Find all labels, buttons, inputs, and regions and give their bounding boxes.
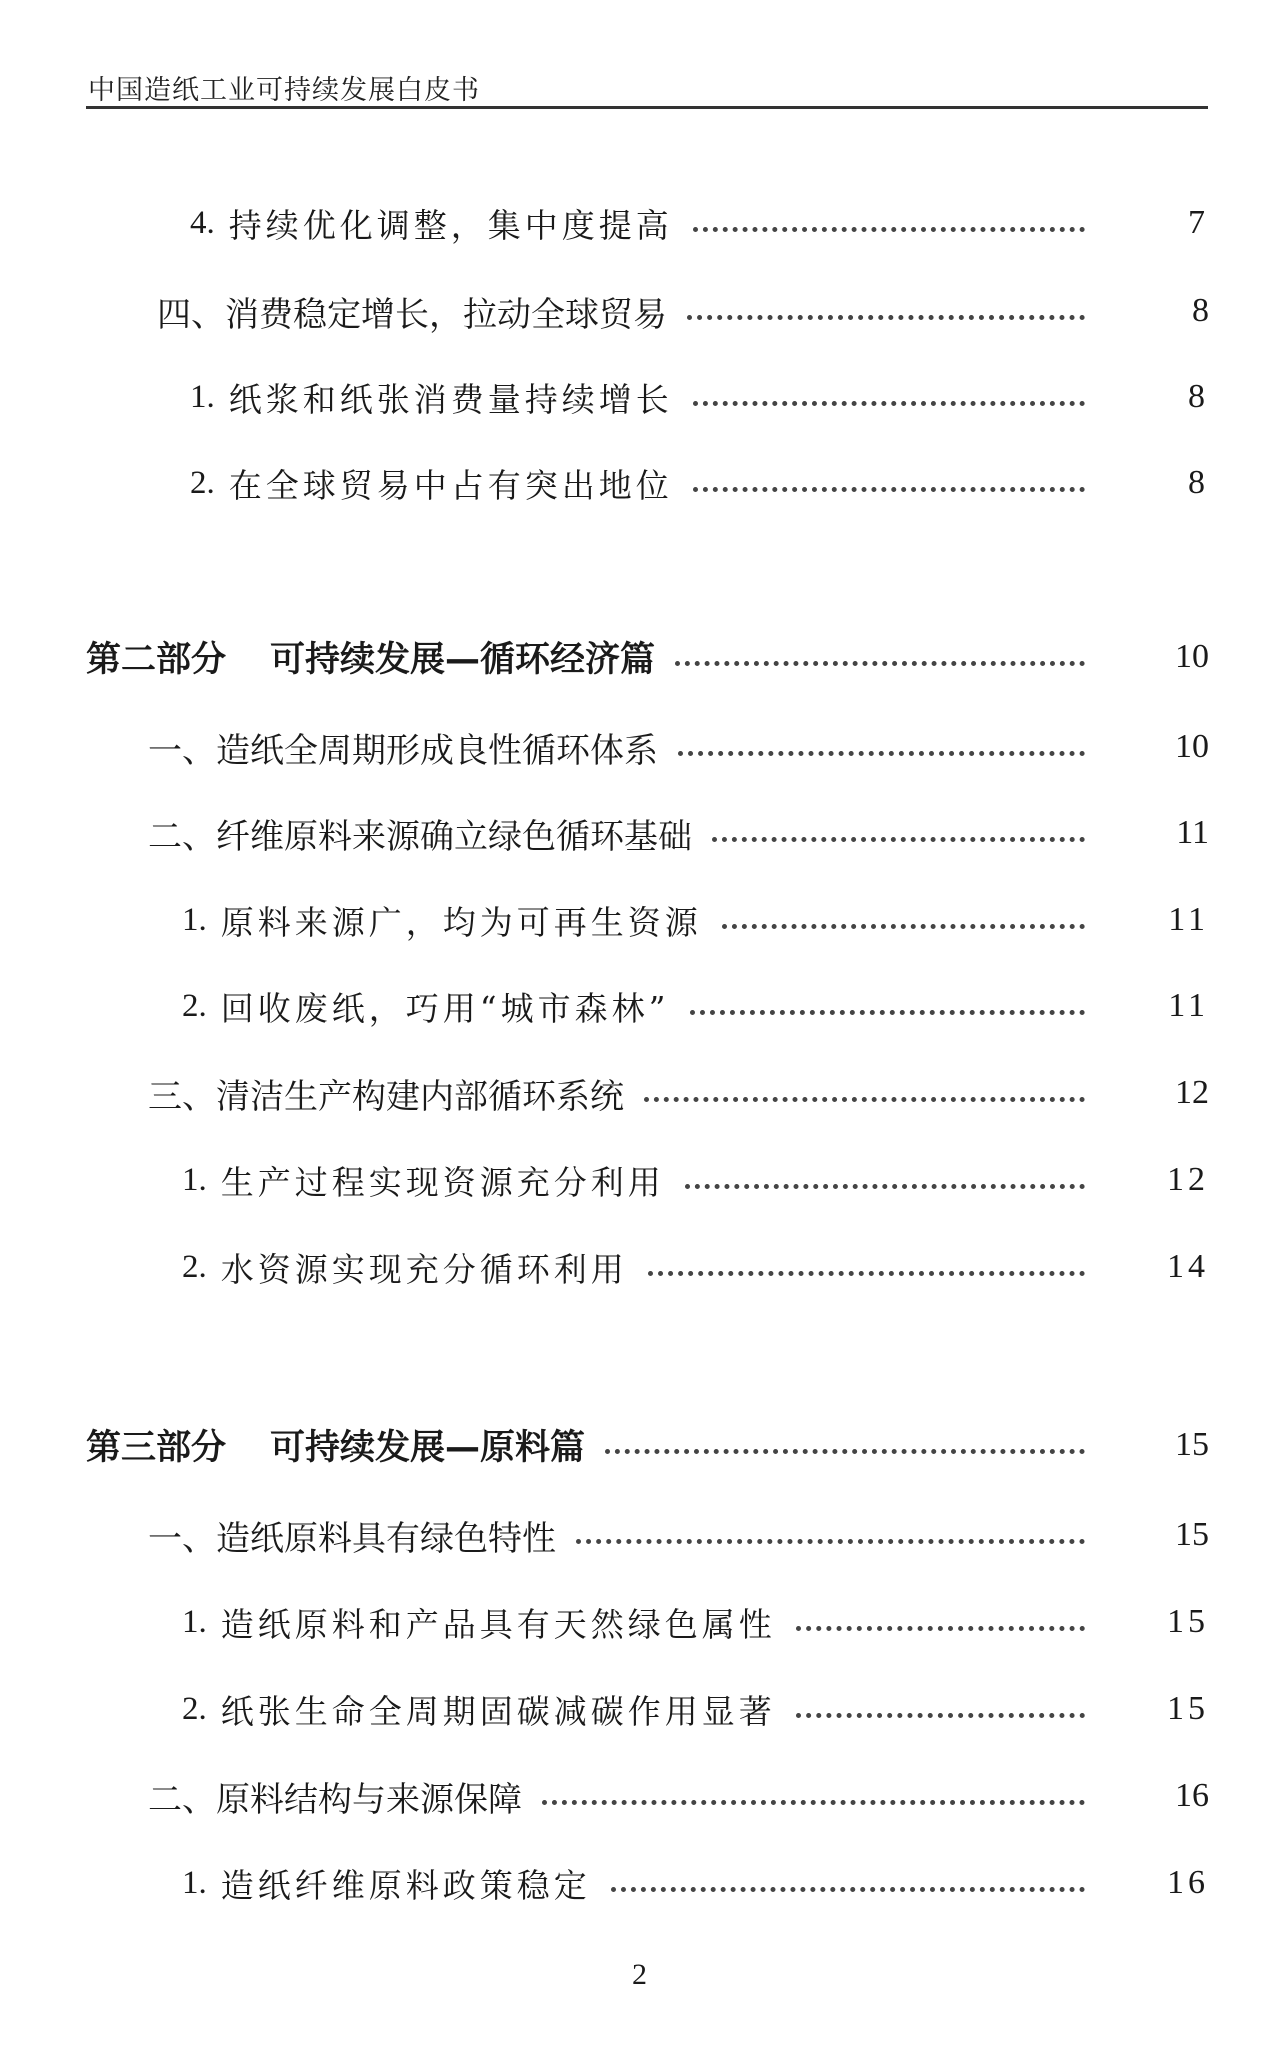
toc-entry-page: 15 <box>1167 1690 1209 1727</box>
toc-entry[interactable] <box>0 456 1279 510</box>
toc-entry-number: 2. <box>190 464 215 501</box>
toc-entry[interactable] <box>0 893 1279 947</box>
toc-entry-label: 回收废纸，巧用“城市森林” <box>220 988 670 1028</box>
leader-dots <box>675 661 1085 666</box>
toc-entry-label: 纸张生命全周期固碳减碳作用显著 <box>220 1691 776 1731</box>
toc-entry-page: 11 <box>1168 987 1209 1024</box>
leader-dots <box>611 1887 1085 1892</box>
toc-entry-label: 造纸原料和产品具有天然绿色属性 <box>220 1604 776 1644</box>
running-header: 中国造纸工业可持续发展白皮书 <box>88 75 480 106</box>
leader-dots <box>644 1097 1085 1102</box>
toc-entry-page: 11 <box>1168 901 1209 938</box>
toc-entry[interactable] <box>0 1153 1279 1207</box>
leader-dots <box>576 1539 1085 1544</box>
toc-entry-page: 12 <box>1175 1074 1209 1111</box>
toc-entry-number: 1. <box>182 1603 207 1640</box>
toc-entry[interactable] <box>0 370 1279 424</box>
toc-entry-page: 7 <box>1188 204 1209 241</box>
toc-entry-page: 10 <box>1175 728 1209 765</box>
toc-entry-label: 生产过程实现资源充分利用 <box>220 1162 665 1202</box>
leader-dots <box>693 227 1085 232</box>
leader-dots <box>685 1184 1085 1189</box>
toc-entry[interactable] <box>0 1682 1279 1736</box>
toc-entry-number: 1. <box>190 378 215 415</box>
leader-dots <box>690 1010 1086 1015</box>
toc-entry-number: 2. <box>182 987 207 1024</box>
page-number: 2 <box>632 1958 647 1991</box>
toc-entry-label: 纸浆和纸张消费量持续增长 <box>228 379 673 419</box>
toc-entry-page: 15 <box>1167 1603 1209 1640</box>
toc-entry[interactable] <box>0 1769 1279 1823</box>
leader-dots <box>648 1271 1085 1276</box>
leader-dots <box>796 1713 1085 1718</box>
toc-entry-page: 16 <box>1167 1864 1209 1901</box>
toc-entry[interactable] <box>0 720 1279 774</box>
toc-entry-number: 4. <box>190 204 215 241</box>
leader-dots <box>722 924 1085 929</box>
toc-entry-page: 10 <box>1175 638 1209 675</box>
toc-entry-label: 造纸纤维原料政策稳定 <box>220 1865 591 1905</box>
toc-part-number: 第三部分 <box>86 1428 227 1468</box>
leader-dots <box>693 487 1085 492</box>
toc-entry[interactable] <box>0 196 1279 250</box>
toc-part-number: 第二部分 <box>86 640 227 680</box>
leader-dots <box>687 315 1085 320</box>
toc-entry-label: 一、造纸原料具有绿色特性 <box>148 1518 556 1559</box>
toc-entry-label: 四、消费稳定增长，拉动全球贸易 <box>157 294 667 335</box>
toc-entry-label: 二、纤维原料来源确立绿色循环基础 <box>148 816 692 857</box>
toc-part-title: 可持续发展—循环经济篇 <box>270 640 656 680</box>
toc-entry-label: 持续优化调整，集中度提高 <box>228 205 673 245</box>
toc-entry-page: 11 <box>1176 814 1209 851</box>
toc-entry-page: 8 <box>1188 464 1209 501</box>
toc-entry-label: 原料来源广，均为可再生资源 <box>220 902 702 942</box>
toc-entry-page: 15 <box>1175 1516 1209 1553</box>
toc-entry-number: 1. <box>182 901 207 938</box>
toc-entry-page: 8 <box>1188 378 1209 415</box>
toc-entry[interactable] <box>0 1066 1279 1120</box>
leader-dots <box>796 1626 1085 1631</box>
toc-entry-page: 16 <box>1175 1777 1209 1814</box>
toc-entry[interactable] <box>0 1508 1279 1562</box>
leader-dots <box>712 837 1085 842</box>
toc-entry-label: 三、清洁生产构建内部循环系统 <box>148 1076 624 1117</box>
toc-part-heading[interactable] <box>0 630 1279 684</box>
toc-entry-page: 8 <box>1192 292 1209 329</box>
toc-entry-label: 二、原料结构与来源保障 <box>148 1779 522 1820</box>
toc-entry[interactable] <box>0 1856 1279 1910</box>
leader-dots <box>542 1800 1085 1805</box>
header-rule <box>86 106 1208 109</box>
toc-entry-label: 一、造纸全周期形成良性循环体系 <box>148 730 658 771</box>
toc-entry-number: 2. <box>182 1690 207 1727</box>
leader-dots <box>693 401 1085 406</box>
toc-entry-page: 14 <box>1167 1248 1209 1285</box>
toc-entry-number: 1. <box>182 1161 207 1198</box>
toc-part-title: 可持续发展—原料篇 <box>270 1428 586 1468</box>
toc-entry[interactable] <box>0 1595 1279 1649</box>
toc-entry[interactable] <box>0 806 1279 860</box>
toc-entry-page: 12 <box>1167 1161 1209 1198</box>
leader-dots <box>605 1449 1085 1454</box>
toc-entry-label: 在全球贸易中占有突出地位 <box>228 465 673 505</box>
toc-entry-number: 2. <box>182 1248 207 1285</box>
toc-entry-page: 15 <box>1175 1426 1209 1463</box>
toc-entry[interactable] <box>0 1240 1279 1294</box>
toc-entry-label: 水资源实现充分循环利用 <box>220 1249 628 1289</box>
toc-entry[interactable] <box>0 284 1279 338</box>
toc-entry[interactable] <box>0 979 1279 1033</box>
leader-dots <box>678 751 1085 756</box>
toc-part-heading[interactable] <box>0 1418 1279 1472</box>
toc-entry-number: 1. <box>182 1864 207 1901</box>
